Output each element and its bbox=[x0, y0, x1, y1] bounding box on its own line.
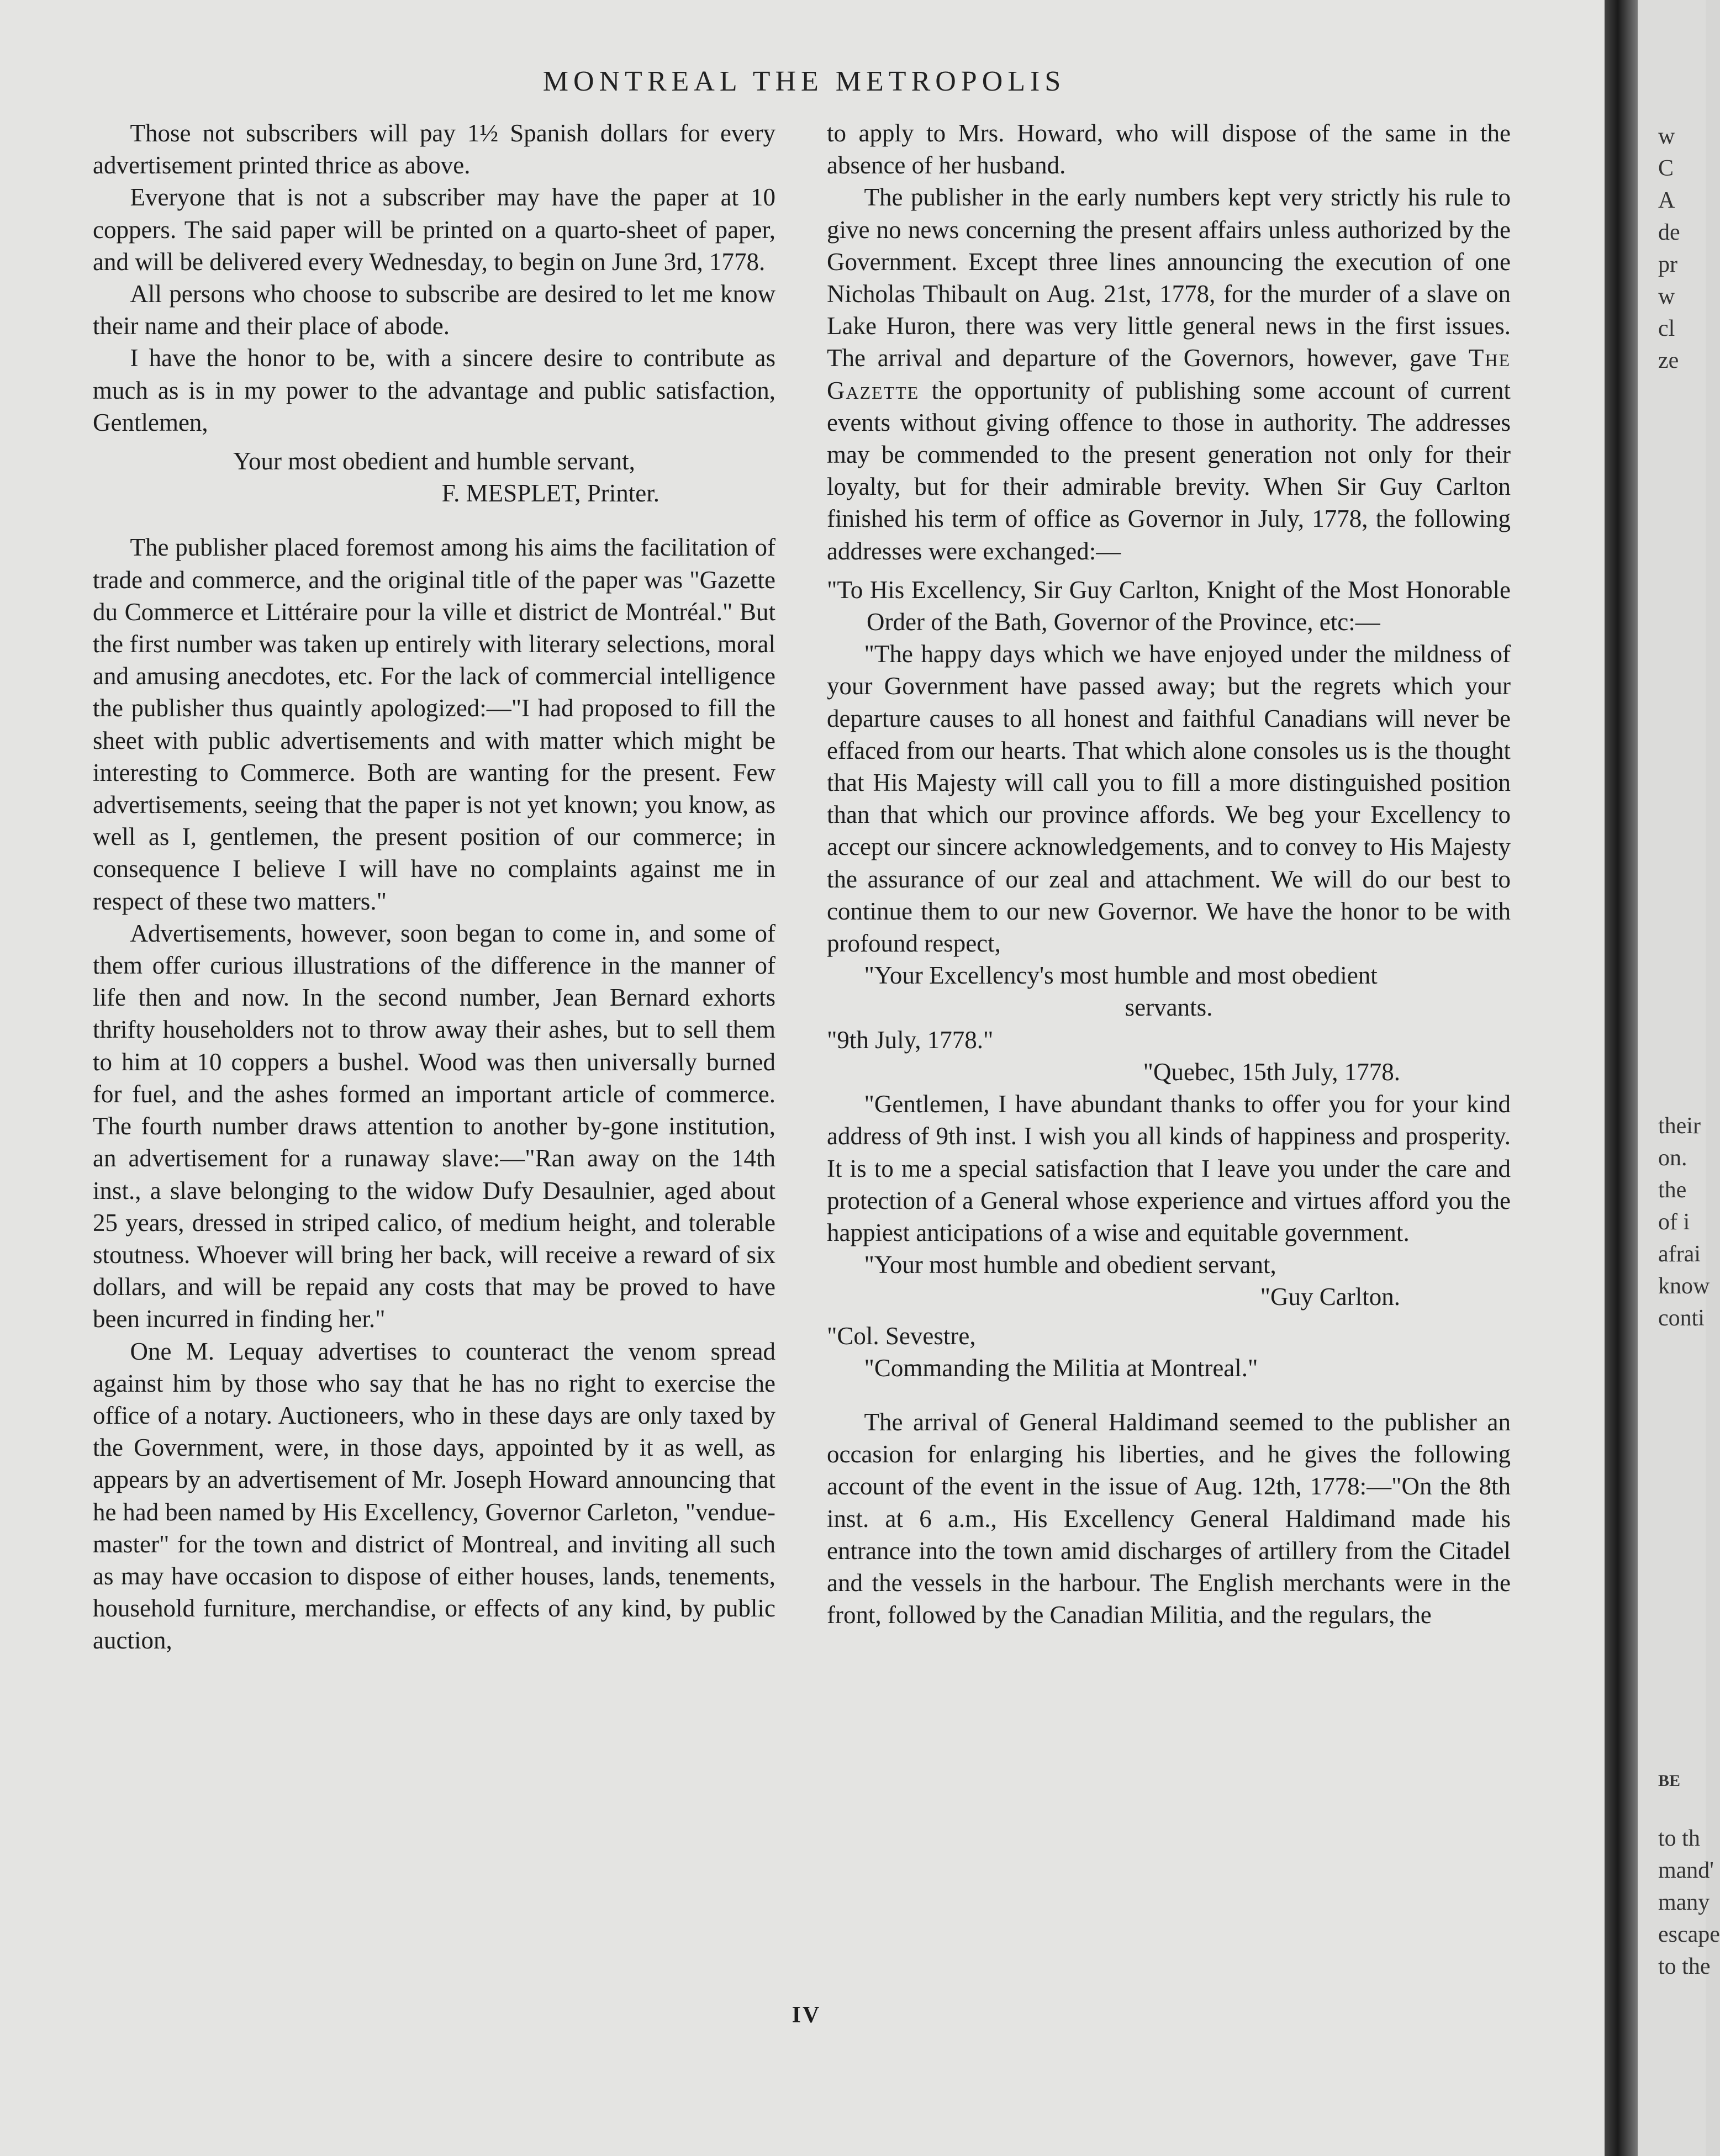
left-column bbox=[93, 117, 775, 1956]
adjacent-page-fragment: de bbox=[1658, 220, 1680, 245]
adjacent-page-fragment: escape bbox=[1658, 1922, 1720, 1947]
page-gutter-shadow bbox=[1605, 0, 1638, 2156]
adjacent-page-fragment: cl bbox=[1658, 316, 1675, 341]
signature: "Guy Carlton. bbox=[1260, 1283, 1400, 1311]
paragraph: One M. Lequay advertises to counteract the venom spread against him by those who say that he has no right to exercise the office of a notary. Auctioneers, who in these days are only taxed by the Government, were, in those days, appointed by it as well, as appears by an advertisement of Mr. Joseph Howard announcing that he had been named by His Excellency, Governor Carleton, "vendue-master" for the town and district of Montreal, and inviting all such as may have occasion to dispose of either houses, lands, tenements, household furniture, merchandise, or effects of any kind, by public auction, bbox=[93, 1337, 775, 1655]
paragraph: The publisher placed foremost among his aims the facilitation of trade and commerce, and the original title of the paper was "Gazette du Commerce et Littéraire pour la ville et district de Montréal." But the first number was taken up entirely with literary selections, moral and amusing anecdotes, etc. For the lack of commercial intelligence the publisher thus quaintly apologized:—"I had proposed to fill the sheet with public advertisements and with matter which might be interesting to Commerce. Both are wanting for the present. Few advertisements, seeing that the paper is not yet known; you know, as well as I, gentlemen, the present position of our commerce; in consequence I believe I will have no complaints against me in respect of these two matters." bbox=[93, 533, 775, 915]
closing-line: "Your Excellency's most humble and most obedient bbox=[864, 961, 1378, 990]
adjacent-page-fragment: know bbox=[1658, 1273, 1710, 1299]
paragraph: Those not subscribers will pay 1½ Spanish dollars for every advertisement printed thrice as above. bbox=[93, 119, 775, 179]
page-number: IV bbox=[792, 2002, 821, 2028]
adjacent-page-fragment: afrai bbox=[1658, 1241, 1701, 1267]
adjacent-page-fragment: to th bbox=[1658, 1826, 1700, 1851]
paragraph-text: the opportunity of publishing some account of current events without giving offence to those in authority. The addresses may be commended to the present generation not only for their loyalty, but for their admirable brevity. When Sir Guy Carlton finished his term of office as Governor in July, 1778, the following addresses were exchanged:— bbox=[827, 376, 1511, 565]
paragraph: "Gentlemen, I have abundant thanks to offer you for your kind address of 9th inst. I wish you all kinds of happiness and prosperity. It is to me a special satisfaction that I leave you under the care and protection of a General whose experience and virtues afford you the happiest anticipations of a wise and equitable government. bbox=[827, 1090, 1511, 1246]
paragraph: to apply to Mrs. Howard, who will dispose of the same in the absence of her husband. bbox=[827, 119, 1511, 179]
gazette-title: The Gazette bbox=[827, 344, 1511, 404]
adjacent-page-fragment: of i bbox=[1658, 1209, 1690, 1235]
adjacent-page-fragment: w bbox=[1658, 284, 1675, 309]
running-head: MONTREAL THE METROPOLIS bbox=[542, 66, 1066, 97]
adjacent-page-fragment: the bbox=[1658, 1177, 1687, 1203]
adjacent-page-fragment: A bbox=[1658, 188, 1675, 213]
adjacent-page-fragment: their bbox=[1658, 1113, 1701, 1139]
paragraph: All persons who choose to subscribe are desired to let me know their name and their place of abode. bbox=[93, 280, 775, 340]
closing-line: "Your most humble and obedient servant, bbox=[864, 1251, 1276, 1279]
adjacent-page-fragment: pr bbox=[1658, 252, 1677, 277]
adjacent-page-fragment: on. bbox=[1658, 1145, 1687, 1171]
paragraph: Advertisements, however, soon began to come in, and some of them offer curious illustrations of the difference in the manner of life then and now. In the second number, Jean Bernard exhorts thrifty householders not to throw away their ashes, but to sell them to him at 10 coppers a bushel. Wood was then universally burned for fuel, and the ashes formed an important article of commerce. The fourth number draws attention to another by-gone institution, an advertisement for a runaway slave:—"Ran away on the 14th inst., a slave belonging to the widow Dufy Desaulnier, aged about 25 years, dressed in striped calico, of medium height, and tolerable stoutness. Whoever will bring her back, will receive a reward of six dollars, and will be repaid any costs that may be proved to have been incurred in finding her." bbox=[93, 919, 775, 1333]
adjacent-page-fragment: many bbox=[1658, 1890, 1710, 1915]
closing-line: servants. bbox=[1125, 994, 1213, 1022]
adjacent-page-fragment: C bbox=[1658, 156, 1674, 181]
address-heading: "To His Excellency, Sir Guy Carlton, Knight of the Most Honorable Order of the Bath, Governor of the Province, etc:— bbox=[827, 575, 1511, 636]
addressee-line: "Commanding the Militia at Montreal." bbox=[864, 1354, 1258, 1382]
adjacent-page-fragment: ze bbox=[1658, 348, 1679, 373]
paragraph: "The happy days which we have enjoyed under the mildness of your Government have passed away; but the regrets which your departure causes to all honest and faithful Canadians will never be effaced from our hearts. That which alone consoles us is the thought that His Majesty will call you to fill a more distinguished position than that which our province affords. We beg your Excellency to accept our sincere acknowledgements, and to convey to His Majesty the assurance of our zeal and attachment. We will do our best to continue them to our new Governor. We have the honor to be with profound respect, bbox=[827, 640, 1511, 958]
paragraph-text: The publisher in the early numbers kept very strictly his rule to give no news concerning the present affairs unless authorized by the Government. Except three lines announcing the execution of one Nicholas Thibault on Aug. 21st, 1778, for the murder of a slave on Lake Huron, there was very little general news in the first issues. The arrival and departure of the Governors, however, gave bbox=[827, 183, 1511, 372]
place-date-line: "Quebec, 15th July, 1778. bbox=[1143, 1058, 1400, 1086]
signature: F. MESPLET, Printer. bbox=[441, 479, 659, 508]
adjacent-page-fragment: mand' bbox=[1658, 1858, 1714, 1883]
paragraph: The arrival of General Haldimand seemed to the publisher an occasion for enlarging his liberties, and he gives the following account of the event in the issue of Aug. 12th, 1778:—"On the 8th inst. at 6 a.m., His Excellency General Haldimand made his entrance into the town amid discharges of artillery from the Citadel and the vessels in the harbour. The English merchants were in the front, followed by the Canadian Militia, and the regulars, the bbox=[827, 1408, 1511, 1629]
adjacent-page-fragment: to the bbox=[1658, 1954, 1711, 1979]
addressee-line: "Col. Sevestre, bbox=[827, 1322, 976, 1350]
date-line: "9th July, 1778." bbox=[827, 1026, 994, 1054]
right-column bbox=[827, 117, 1511, 1956]
adjacent-page-fragment: conti bbox=[1658, 1306, 1705, 1331]
paragraph: Everyone that is not a subscriber may have the paper at 10 coppers. The said paper will be printed on a quarto-sheet of paper, and will be delivered every Wednesday, to begin on June 3rd, 1778. bbox=[93, 183, 775, 276]
closing-line: Your most obedient and humble servant, bbox=[233, 447, 635, 475]
paragraph bbox=[827, 181, 1511, 567]
adjacent-page-fragment: BE bbox=[1658, 1772, 1681, 1790]
adjacent-page-fragment: w bbox=[1658, 124, 1675, 149]
paragraph: I have the honor to be, with a sincere desire to contribute as much as is in my power to the advantage and public satisfaction, Gentlemen, bbox=[93, 344, 775, 436]
